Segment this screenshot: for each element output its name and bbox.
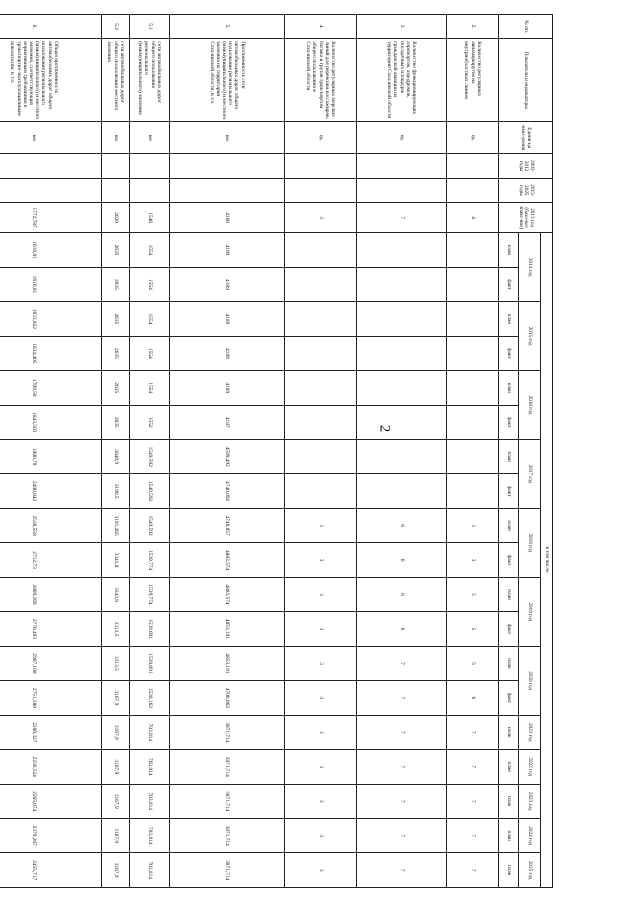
period-2003-2012-cell <box>130 154 170 178</box>
value-cell: 3871,714 <box>170 818 285 852</box>
value-cell: 7 <box>447 715 499 749</box>
value-cell: 7 <box>447 853 499 888</box>
value-cell: 3 <box>447 543 499 577</box>
header-plan: план <box>499 577 519 611</box>
indicator-name: сети автомобильных дорог общего пользования местного значения <box>102 39 130 122</box>
value-cell <box>285 371 357 405</box>
table-body <box>0 15 499 888</box>
header-no: № пп. <box>499 15 553 39</box>
value-cell: 3 <box>285 508 357 542</box>
header-year: 2014 год <box>519 233 541 302</box>
value-cell: 1554 <box>130 267 170 301</box>
unit-cell: км <box>170 122 285 154</box>
value-cell <box>285 439 357 473</box>
indicator-name: Количество регулярных морских линий для перевозки пассажиров, багажа и грузов транспортом общего пользования в Сахалинской области <box>285 39 357 122</box>
value-cell <box>285 233 357 267</box>
value-cell: 2635 <box>102 405 130 439</box>
header-fact: факт <box>499 405 519 439</box>
value-cell: 7 <box>357 750 447 784</box>
value-cell: 2635 <box>102 302 130 336</box>
value-cell: 3871,714 <box>170 750 285 784</box>
header-year: 2020 год <box>519 646 541 715</box>
unit-cell: км <box>0 122 102 154</box>
value-cell <box>357 267 447 301</box>
value-cell: 4189 <box>170 233 285 267</box>
period-2003-2012-cell <box>0 154 102 178</box>
header-plan: план <box>499 818 519 852</box>
value-cell: 3871,714 <box>170 784 285 818</box>
value-cell <box>447 267 499 301</box>
value-cell: 4706,062 <box>170 681 285 715</box>
value-cell: 2907,108 <box>0 646 102 680</box>
table-row <box>447 15 499 888</box>
value-cell: 1538,162 <box>130 681 170 715</box>
value-cell: 3 <box>285 784 357 818</box>
value-cell: 3 <box>285 646 357 680</box>
period-2003-2012-cell <box>285 154 357 178</box>
value-cell: 6 <box>357 543 447 577</box>
table-row <box>130 15 170 888</box>
value-cell: 2536,558 <box>0 508 102 542</box>
indicators-table <box>0 14 553 888</box>
value-cell <box>357 371 447 405</box>
value-cell: 7 <box>447 784 499 818</box>
value-cell: 1539,691 <box>130 646 170 680</box>
value-cell: 6 <box>357 508 447 542</box>
value-cell: 2751,380 <box>0 681 102 715</box>
value-cell <box>285 302 357 336</box>
value-cell: 6 <box>447 681 499 715</box>
value-cell <box>447 371 499 405</box>
indicator-name: Количество функционирующих аэропортов, аэродромов, посадочных площадок гражданской авиации на территории Сахалинской области <box>357 39 447 122</box>
unit-cell: ед. <box>447 122 499 154</box>
value-cell: 3 <box>285 543 357 577</box>
base-value-cell: 1772,787 <box>0 202 102 232</box>
value-cell: 3190,5 <box>102 474 130 508</box>
value-cell: 1709,58 <box>0 371 102 405</box>
value-cell: 1610,81 <box>0 267 102 301</box>
value-cell: 7 <box>447 750 499 784</box>
row-number: 5. <box>170 15 285 39</box>
header-year: 2024 год <box>519 818 541 852</box>
value-cell <box>447 474 499 508</box>
header-plan: план <box>499 371 519 405</box>
header-plan: план <box>499 715 519 749</box>
value-cell: 5 <box>447 577 499 611</box>
period-2013-2025-cell <box>447 178 499 202</box>
value-cell: 3 <box>285 612 357 646</box>
value-cell: 3191,265 <box>102 508 130 542</box>
unit-cell: ед. <box>357 122 447 154</box>
header-fact: факт <box>499 543 519 577</box>
table-row <box>170 15 285 888</box>
value-cell: 7 <box>357 715 447 749</box>
value-cell: 4740,092 <box>170 474 285 508</box>
value-cell: 2379,207 <box>0 818 102 852</box>
value-cell <box>285 336 357 370</box>
value-cell: 2635 <box>102 371 130 405</box>
period-2003-2012-cell <box>170 154 285 178</box>
period-2013-2025-cell <box>130 178 170 202</box>
value-cell: 1633,822 <box>0 302 102 336</box>
header-plan: план <box>499 233 519 267</box>
period-2003-2012-cell <box>357 154 447 178</box>
indicator-name: Протяженность сети автомобильных дорог общего пользования регионального (межмуниципального) и местного значения на территории Сахалинской области, в т.ч. <box>170 39 285 122</box>
base-value-cell: 2620 <box>102 202 130 232</box>
value-cell: 4853,191 <box>170 612 285 646</box>
base-value-cell: 4166 <box>170 202 285 232</box>
header-fact: факт <box>499 681 519 715</box>
row-number: 5.1 <box>130 15 170 39</box>
value-cell: 3343,8 <box>102 543 130 577</box>
row-number: 3. <box>357 15 447 39</box>
value-cell: 3313,5 <box>102 646 130 680</box>
rotated-page <box>9 14 553 888</box>
value-cell: 4883,574 <box>170 543 285 577</box>
header-in-that-number: в том числе: <box>541 233 553 888</box>
header-year: 2022 год <box>519 750 541 784</box>
value-cell: 3313,5 <box>102 612 130 646</box>
value-cell: 3040,9 <box>102 439 130 473</box>
value-cell: 2236,524 <box>0 750 102 784</box>
value-cell: 2455,717 <box>0 853 102 888</box>
value-cell: 1539,774 <box>130 577 170 611</box>
value-cell: 703,814 <box>130 750 170 784</box>
value-cell: 7 <box>357 818 447 852</box>
value-cell <box>285 474 357 508</box>
header-plan: план <box>499 784 519 818</box>
row-number: 5.2 <box>102 15 130 39</box>
header-year: 2018 год <box>519 508 541 577</box>
value-cell: 4189 <box>170 302 285 336</box>
header-year: 2015 год <box>519 302 541 371</box>
value-cell <box>285 267 357 301</box>
value-cell: 2770,493 <box>0 612 102 646</box>
value-cell: 1634,405 <box>0 336 102 370</box>
value-cell: 6 <box>357 612 447 646</box>
value-cell: 2635 <box>102 336 130 370</box>
value-cell <box>447 405 499 439</box>
indicator-name: Общая протяженность автомобильных дорог общего пользования регионального (межмуниципального) и местного значения, соответствующих нормативным требованиям к транспортно-эксплуатационным показателям, в т.ч. <box>0 39 102 122</box>
base-value-cell: 7 <box>357 202 447 232</box>
header-year: 2023 год <box>519 784 541 818</box>
value-cell: 2635 <box>102 267 130 301</box>
row-number: 4. <box>285 15 357 39</box>
header-year: 2017 год <box>519 439 541 508</box>
value-cell: 1549,592 <box>130 439 170 473</box>
value-cell: 7 <box>357 853 447 888</box>
header-plan: план <box>499 646 519 680</box>
base-value-cell: 3 <box>285 202 357 232</box>
value-cell: 4187 <box>170 405 285 439</box>
value-cell: 1549,592 <box>130 508 170 542</box>
value-cell: 1539,774 <box>130 543 170 577</box>
value-cell: 7 <box>357 784 447 818</box>
header-2003-2012: 2003-2012 годы <box>499 154 553 178</box>
value-cell: 4883,574 <box>170 577 285 611</box>
row-number: 6. <box>0 15 102 39</box>
value-cell: 1539,691 <box>130 612 170 646</box>
period-2003-2012-cell <box>447 154 499 178</box>
value-cell: 1554 <box>130 336 170 370</box>
value-cell: 1554 <box>130 233 170 267</box>
value-cell: 703,814 <box>130 784 170 818</box>
value-cell: 2809,269 <box>0 577 102 611</box>
value-cell <box>357 439 447 473</box>
header-plan: план <box>499 750 519 784</box>
value-cell: 4189 <box>170 336 285 370</box>
value-cell: 1554 <box>130 302 170 336</box>
table-row <box>285 15 357 888</box>
value-cell: 3 <box>285 853 357 888</box>
value-cell: 3 <box>285 750 357 784</box>
value-cell: 703,814 <box>130 818 170 852</box>
value-cell: 4740,857 <box>170 508 285 542</box>
value-cell: 3167,9 <box>102 818 130 852</box>
value-cell: 4853,191 <box>170 646 285 680</box>
page-number: 2 <box>376 424 393 433</box>
value-cell: 703,814 <box>130 853 170 888</box>
indicator-name: Количество регулярных авиамаршрутов на внутриобластных линиях <box>447 39 499 122</box>
base-value-cell: 1546 <box>130 202 170 232</box>
value-cell: 4599,492 <box>170 439 285 473</box>
value-cell: 2200,327 <box>0 715 102 749</box>
value-cell: 3167,9 <box>102 853 130 888</box>
row-number: 2. <box>447 15 499 39</box>
value-cell: 3167,9 <box>102 784 130 818</box>
value-cell: 3343,8 <box>102 577 130 611</box>
value-cell <box>447 302 499 336</box>
value-cell <box>357 233 447 267</box>
header-plan: план <box>499 439 519 473</box>
period-2013-2025-cell <box>170 178 285 202</box>
value-cell: 1552 <box>130 405 170 439</box>
value-cell: 3871,714 <box>170 853 285 888</box>
value-cell: 6 <box>357 577 447 611</box>
value-cell <box>447 233 499 267</box>
value-cell <box>447 439 499 473</box>
header-base-2013: 2013 год (базо-вое значе-ние) <box>499 202 553 232</box>
value-cell <box>357 302 447 336</box>
value-cell: 3 <box>447 508 499 542</box>
value-cell: 5 <box>447 646 499 680</box>
value-cell: 5 <box>447 612 499 646</box>
header-unit: Едини-ца изме-рения <box>499 122 553 154</box>
header-2013-2025: 2013-2025 годы <box>499 178 553 202</box>
value-cell <box>357 336 447 370</box>
table-row <box>357 15 447 888</box>
value-cell: 3167,9 <box>102 715 130 749</box>
value-cell: 3871,714 <box>170 715 285 749</box>
header-plan: план <box>499 508 519 542</box>
unit-cell: км <box>130 122 170 154</box>
value-cell: 1610,81 <box>0 233 102 267</box>
value-cell: 4189 <box>170 371 285 405</box>
value-cell: 3 <box>285 715 357 749</box>
value-cell <box>447 336 499 370</box>
header-fact: факт <box>499 267 519 301</box>
value-cell: 3167,9 <box>102 681 130 715</box>
value-cell: 3 <box>285 818 357 852</box>
base-value-cell: 4 <box>447 202 499 232</box>
value-cell: 2265,074 <box>0 784 102 818</box>
value-cell: 3 <box>285 681 357 715</box>
header-plan: план <box>499 302 519 336</box>
period-2013-2025-cell <box>285 178 357 202</box>
value-cell: 1549,592 <box>130 474 170 508</box>
indicator-name: сети автомобильных дорог общего пользования регионального (межмуниципального) значения <box>130 39 170 122</box>
value-cell: 2490,842 <box>0 474 102 508</box>
period-2013-2025-cell <box>357 178 447 202</box>
unit-cell: км <box>102 122 130 154</box>
header-year: 2016 год <box>519 371 541 440</box>
table-row <box>102 15 130 888</box>
value-cell: 2712,73 <box>0 543 102 577</box>
value-cell: 1800,78 <box>0 439 102 473</box>
value-cell: 3 <box>285 577 357 611</box>
value-cell: 7 <box>357 646 447 680</box>
value-cell: 1554 <box>130 371 170 405</box>
header-year: 2019 год <box>519 577 541 646</box>
value-cell: 703,814 <box>130 715 170 749</box>
value-cell: 3167,9 <box>102 750 130 784</box>
header-fact: факт <box>499 336 519 370</box>
value-cell: 2635 <box>102 233 130 267</box>
header-plan: план <box>499 853 519 888</box>
value-cell: 4189 <box>170 267 285 301</box>
value-cell: 1843,503 <box>0 405 102 439</box>
value-cell <box>357 474 447 508</box>
header-year: 2021 год <box>519 715 541 749</box>
value-cell <box>357 405 447 439</box>
table-row <box>0 15 102 888</box>
period-2003-2012-cell <box>102 154 130 178</box>
value-cell: 7 <box>357 681 447 715</box>
period-2013-2025-cell <box>102 178 130 202</box>
unit-cell: ед. <box>285 122 357 154</box>
header-fact: факт <box>499 612 519 646</box>
value-cell: 7 <box>447 818 499 852</box>
header-fact: факт <box>499 474 519 508</box>
period-2013-2025-cell <box>0 178 102 202</box>
header-indicator: Показатели и индикаторы <box>499 39 553 122</box>
header-year: 2025 год <box>519 853 541 888</box>
value-cell <box>285 405 357 439</box>
